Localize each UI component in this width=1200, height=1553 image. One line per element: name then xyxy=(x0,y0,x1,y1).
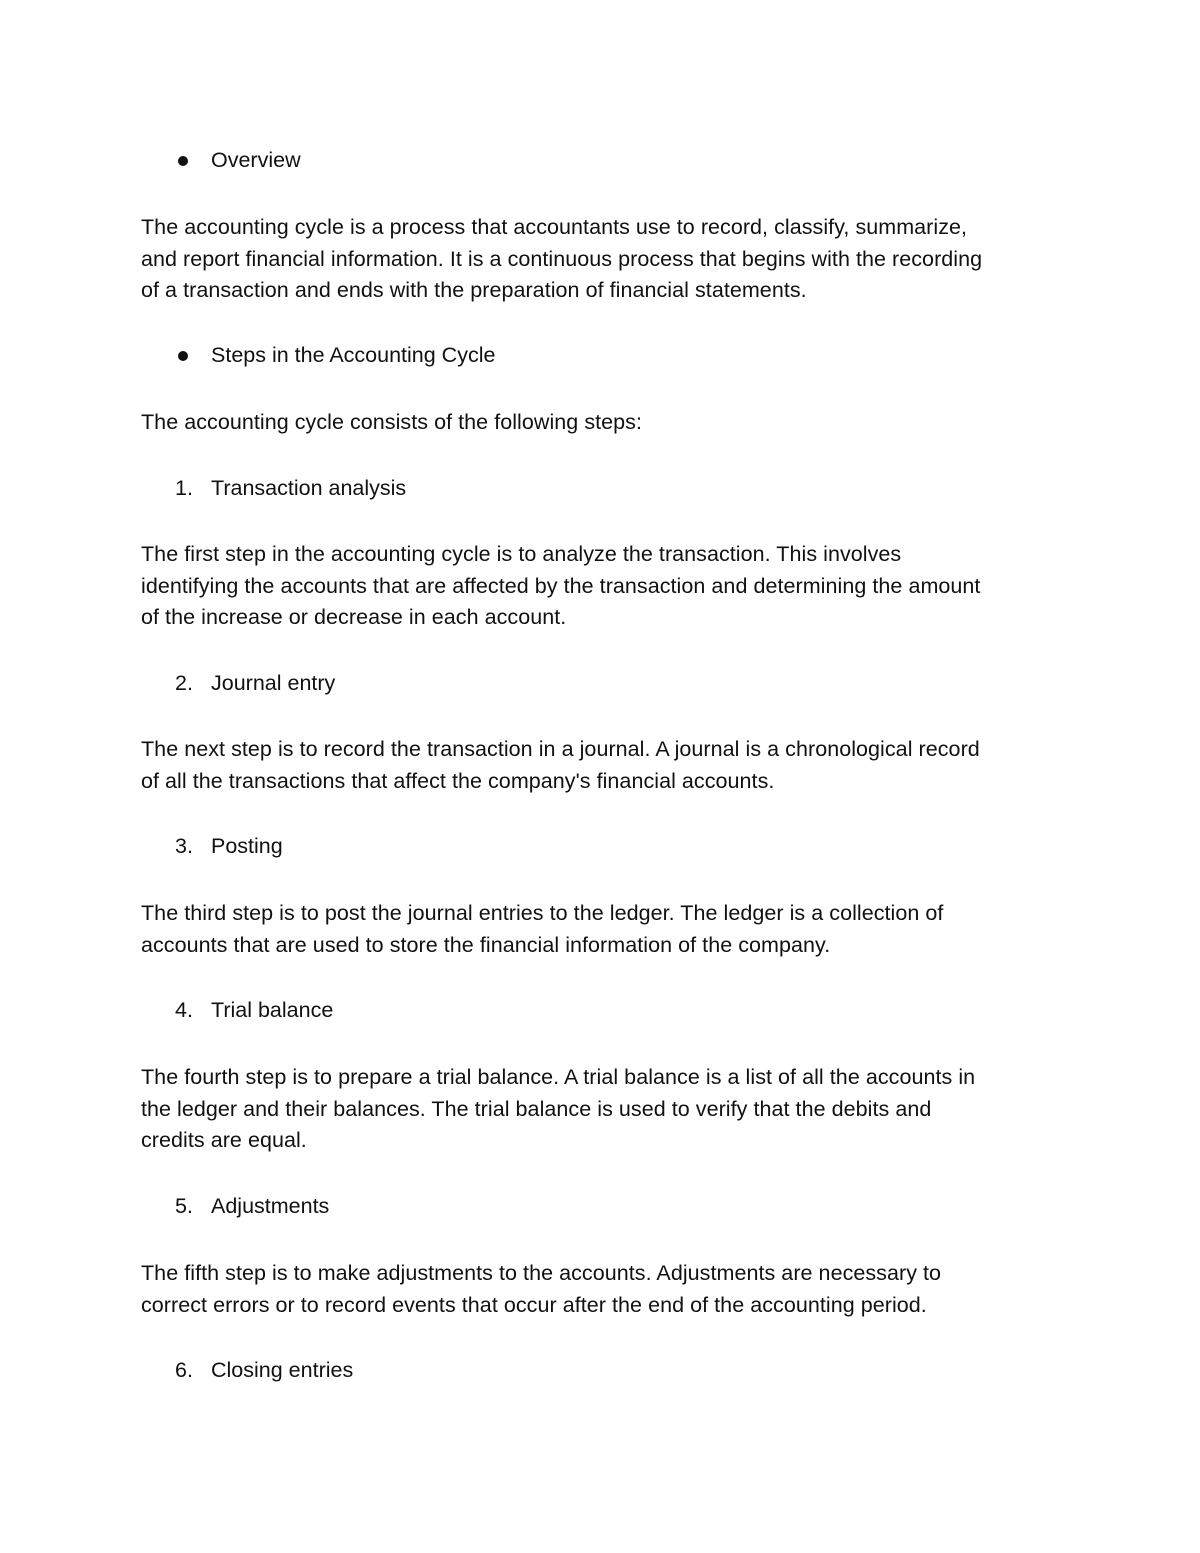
paragraph-line: correct errors or to record events that occur after the end of the accounting period. xyxy=(141,1292,927,1317)
step-title: Closing entries xyxy=(211,1358,354,1382)
step-paragraph-4 xyxy=(141,1062,1081,1157)
paragraph-line: identifying the accounts that are affected by the transaction and determining the amount xyxy=(141,573,981,598)
step-number: 5. xyxy=(175,1194,193,1218)
paragraph-line: The fifth step is to make adjustments to the accounts. Adjustments are necessary to xyxy=(141,1261,942,1285)
step-number: 4. xyxy=(175,998,193,1022)
paragraph-line: The next step is to record the transaction in a journal. A journal is a chronological record xyxy=(141,737,980,761)
paragraph-line: and report financial information. It is a continuous process that begins with the recording xyxy=(141,246,983,271)
paragraph-line: The accounting cycle is a process that accountants use to record, classify, summarize, xyxy=(141,215,968,239)
bullet-label: Overview xyxy=(211,148,301,172)
step-number: 6. xyxy=(175,1358,193,1382)
paragraph-line: of the increase or decrease in each account. xyxy=(141,605,567,629)
bullet-dot-icon xyxy=(178,156,188,166)
step-number: 2. xyxy=(175,671,193,695)
step-title: Journal entry xyxy=(211,671,336,695)
step-title: Transaction analysis xyxy=(211,476,407,500)
paragraph-line: The accounting cycle consists of the following steps: xyxy=(141,410,642,434)
paragraph-line: of all the transactions that affect the company's financial accounts. xyxy=(141,768,775,793)
step-paragraph-1 xyxy=(141,539,1081,634)
paragraph-line: The fourth step is to prepare a trial balance. A trial balance is a list of all the accounts in xyxy=(141,1065,976,1089)
paragraph-line: of a transaction and ends with the preparation of financial statements. xyxy=(141,278,807,302)
step-title: Posting xyxy=(211,834,283,858)
step-title: Adjustments xyxy=(211,1194,330,1218)
step-number: 3. xyxy=(175,834,193,858)
step-title: Trial balance xyxy=(211,998,334,1022)
step-paragraph-2 xyxy=(141,734,1081,797)
paragraph-line: accounts that are used to store the financial information of the company. xyxy=(141,932,831,957)
steps-intro xyxy=(141,407,1081,439)
step-number: 1. xyxy=(175,476,193,500)
paragraph-line: The first step in the accounting cycle is to analyze the transaction. This involves xyxy=(141,542,902,566)
step-paragraph-3 xyxy=(141,898,1081,961)
paragraph-line: credits are equal. xyxy=(141,1128,307,1152)
paragraph-line: The third step is to post the journal entries to the ledger. The ledger is a collection of xyxy=(141,901,944,925)
bullet-label: Steps in the Accounting Cycle xyxy=(211,343,496,367)
bullet-dot-icon xyxy=(178,351,188,361)
step-paragraph-5 xyxy=(141,1258,1081,1321)
paragraph-line: the ledger and their balances. The trial balance is used to verify that the debits and xyxy=(141,1096,932,1121)
overview-paragraph xyxy=(141,212,1081,307)
